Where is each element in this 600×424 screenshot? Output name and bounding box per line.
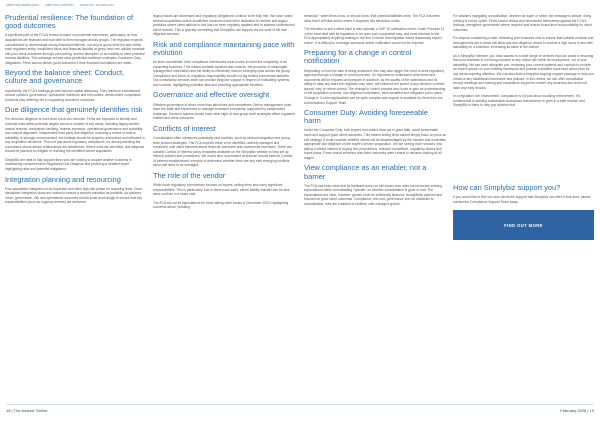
- paragraph: Under the Consumer Duty, both buyers and sellers must act in good faith, avoid foreseeable harm and support good client outcomes. This means selling firms cannot simply focus on price as exit strategy. It must consider whether clients will be disadvantaged by the transfer and undertake appropriate due diligence on the buyer's service proposition. We are seeing more vendors now taking a vested interest in buying firm propositions, relevant competitive, regulatory history and future plans. Firms should evidence that client outcomes were central to decision-making at all stages.: [304, 128, 446, 160]
- heading-prudential-resilience: Prudential resilience: The foundation of good outcomes: [5, 13, 134, 31]
- column-3: [304, 14, 446, 210]
- column-4: [453, 14, 594, 240]
- paragraph: As firms consolidate, their compliance frameworks must evolve to meet the complexity of an expanding business. This means scalable systems and controls, the provision of meaningful management information and the ability to effectively monitor emerging risks across the group. Compliance and focus on regulatory responsibility should not lag behind commercial ambition. Our consultancy services team can provide bespoke support in respect of evaluating systems and controls, highlighting potential risks and providing appropriate solutions.: [153, 60, 291, 87]
- paragraph: As a SimplyBiz member, you have access to a wide range of services that can assist in ensuring that your business is not being exposed to any undue risk within its employment, out of your saleability. We can work alongside you, reviewing your current systems and controls to provide an expert opinion on your existing framework and provide a detailed report and action plan for any areas requiring attention. We can also build a bespoke ongoing support package to help you enhance any established framework and policies. In this review, we can offer consultation around meetings and training and compliance support to ensure any business also does not raise any early shocks.: [453, 53, 594, 90]
- paragraph: legacy issues are addressed and regulatory obligations continue to be fully met. We have noted several acquisitions where insufficient resources have been dedicated to reviews and legacy portfolios where client attitude to risk has not been regularly updated and to address underserved client reviews. This is typically something that SimplyBiz can support via our suite of file due diligence services.: [153, 14, 295, 37]
- logo-simplybiz-support: SIMPLYBIZ SUPPORT: [45, 4, 74, 7]
- paragraph: The intention to sell a client bank is also typically a SUP 15 notification event. Under Principle 11 'a firm must deal with its regulators in an open and cooperative way, and must disclose to the FCA appropriately anything relating to the firm of which that regulator would reasonably expect notice'. It is difficult to envisage scenarios where notification would not be required.: [304, 27, 445, 45]
- brand-logos: [6, 4, 115, 7]
- heading-conflicts-of-interest: Conflicts of interest: [153, 123, 216, 133]
- heading-risk-and-compliance: Risk and compliance maintaining pace with evolution: [153, 39, 295, 57]
- heading-change-in-control: Preparing for a change in control notification: [304, 48, 412, 66]
- heading-due-diligence: Due diligence that genuinely identifies risk: [5, 105, 143, 115]
- paragraph: Effective governance is about more than structures and committees. Senior management must have the skills and experience to manage increased complexity, supported by independent challenge. Decision-makers should have clear sight of how group-level strategies affect regulated entities and client outcomes.: [153, 102, 295, 121]
- heading-conduct-culture-governance: Beyond the balance sheet: Conduct, culture and governance: [5, 68, 125, 86]
- heading-role-of-vendor: The role of the vendor: [153, 170, 226, 180]
- heading-integration-planning: Integration planning and resourcing: [5, 174, 121, 184]
- paragraph: The FCA set out its expectations for firms selling client banks in December 2023, highlighting concerns about "polluting: [153, 200, 289, 210]
- paragraph: A significant part of the FCA's review focused on prudential soundness, particularly on how acquisitions are financed and how debt is then managed across groups. The regulator expects consolidators to demonstrate strong financial resilience, not only at group level but also within each regulated entity. Insufficient focus and financial liquidity at group level can quickly translate into poor client outcomes through cost-cutting, service disruption or an inability to meet potential redress liabilities. This message echoes clear prudential resilience underpins Consumer Duty obligations. Firms cannot deliver good outcomes if their financial foundations are weak.: [5, 33, 145, 65]
- heading-compliance-enabler: View compliance as an enabler, not a barrier: [304, 163, 427, 181]
- paragraph: Consolidation often introduces potentially new conflicts, such as vertical integration and group-wide product strategies. The FCA expects these to be identified, actively managed and monitored, with client interests above financial incentives and commercial incentives. There are suitable Conflict of Interest policy templates available on the SimplyBiz website to help set up internal policies and procedures. We would also recommend at least an annual internal 'Conflict of Interest establishment' exercise to determine whether there are any new emerging conflicts which will need to be managed.: [153, 136, 293, 168]
- footer-left: 18 | The Adviser Online: [6, 408, 48, 413]
- column-2: [153, 14, 295, 214]
- paragraph: behaviour" when firms know, or should know, that potential liabilities exist. The FCA has been clear that it will take action where it suspects this behaviour exists.: [304, 14, 440, 23]
- find-out-more-label: FIND OUT MORE: [504, 222, 543, 228]
- paragraph: Post-acquisition integration is an important and often high-risk phase for acquiring firms. Clear, disciplined integration plans are crucial to ensure a smooth transition as possible. As advisers move, governance, risk and operational resources should scale accordingly to ensure that key responsibilities (such as ongoing reviews) are delivered.: [5, 186, 143, 205]
- logo-simplybiz-mortgages: SIMPLYBIZ MORTGAGES: [6, 4, 40, 7]
- paragraph: In a regulation rich environment, compliance is not just about avoiding enforcement. It's fundamental to building sustainable businesses that deserve to grow in a safe manner and SimplyBiz is there to help you achieve that.: [453, 94, 585, 108]
- paragraph: If you would like to find out more about the support that Simplybiz can offer in this area, please contact the Compliance Support Team today.: [453, 195, 591, 204]
- paragraph: SimplyBiz are able to fully support firms who are looking to acquire another business in undertaking comprehensive Regulatory Due Diligence and providing a detailed report highlighting risks and potential mitigations.: [5, 157, 132, 171]
- heading-consumer-duty: Consumer Duty: Avoiding foreseeable harm: [304, 108, 428, 126]
- paragraph: Pre-deal due diligence is more than a tick-box exercise. Firms are expected to identify and evaluate risks within potential targets across a number of key areas, including legacy advice, annual reviews, complaints handling, redress exposure, operational governance and suitability and cultural alignment. Independent third-party due diligence, including a review of advice suitability, is strongly recommended, but findings should be properly understood and reflected in any acquisition decisions. This isn't just about regulatory compliance; it's about protecting the consumers whose advice relationships are transferred. Where risks are identified, due diligence should be planned to mitigate of resulting the identified before acquisition.: [5, 117, 145, 154]
- heading-simplybiz-support: How can Simplybiz support you?: [453, 182, 561, 192]
- paragraph: Importantly, the FCA's findings go well beyond capital adequacy. They reinforce expectations around conduct, governance, operational resilience and firm culture, areas where compliance functions play defining role in supporting consumer outcomes.: [5, 88, 141, 102]
- logo-financial-technology: FINANCIAL TECHNOLOGY: [79, 4, 115, 7]
- paragraph: The FCA has been clear that its feedback does not still issues new rules but reinforces existing expectations within consolidating "operate" on whether consolidation is good or bad. The expectations are clear, however: growth must be sufficiently financed, thoughtfully planned and focused on good client outcomes. Compliance, this end, governance are not obstacles to consolidation; they are enablers of resilient, well-managed growth.: [304, 183, 443, 206]
- paragraph: For anyone considering a sale, reviewing your business now to ensure that suitable controls and arrangements are in place will allow any due diligence review to receive a high focus in and with saleability for a business, increasing its value in the market.: [453, 36, 594, 50]
- find-out-more-button[interactable]: [453, 210, 594, 240]
- footer-right: February 2026 | 19: [560, 408, 594, 413]
- paragraph: For advisers navigating consolidation, whether as buyer or seller, the message is simple: doing nothing is not an option. Firms should review and benchmark themselves against the FCA's findings, strengthen governance where required and ensure board-level accountability for client outcomes.: [453, 14, 592, 32]
- paragraph: Depending on how the sale is being structured, this may also trigger the need to seek regulatory approval through a change in control process. It's important to understand what forms and documents will be required and prepare in advance, as the quality of the submission and its ability to allay any fears the regulator may have, will influence the speed of any decision to either accept, vary or refuse control. The change in control process also looks to gain an understanding of the acquisition process, due diligence undertaken, risks identified and mitigation put in place. Change in Control applications can be quite complex and support is available for firms from our Authorisations Support Team.: [304, 68, 446, 105]
- column-1: [5, 14, 146, 209]
- heading-governance-oversight: Governance and effective oversight: [153, 90, 270, 100]
- footer-divider: [6, 404, 594, 405]
- paragraph: While much regulatory commentary focuses on buyers, selling firms also carry significant responsibilities. This is particularly true in client bank sales, where liability transfer can be less clear-cut than in a share sale.: [153, 183, 290, 197]
